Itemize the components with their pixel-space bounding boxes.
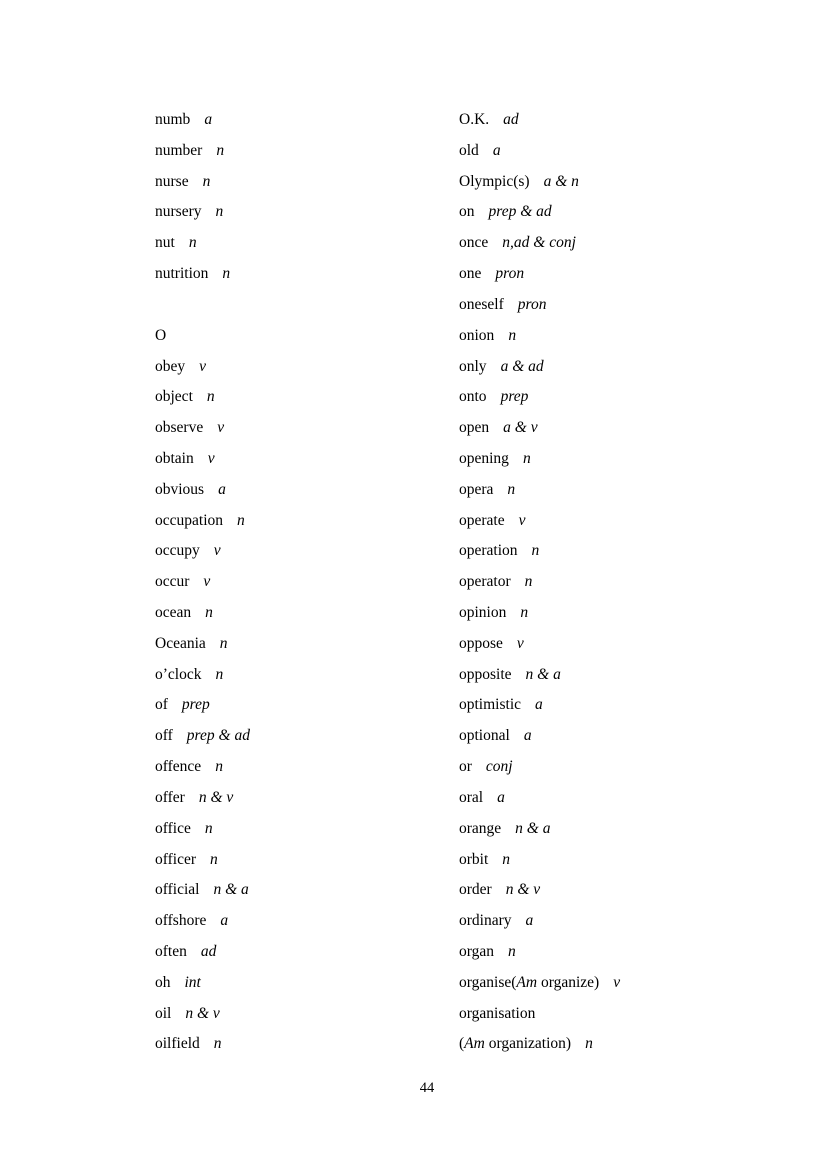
part-of-speech-label: n	[520, 604, 529, 621]
word-text: observe	[155, 419, 204, 437]
word-entry	[155, 660, 459, 691]
word-entry	[459, 382, 826, 413]
word-entry	[155, 598, 459, 629]
word-text: old	[459, 141, 479, 159]
word-entry	[459, 475, 826, 506]
part-of-speech-label: a	[492, 141, 501, 159]
word-entry	[155, 167, 459, 198]
word-text: obvious	[155, 480, 205, 498]
word-entry	[459, 845, 826, 876]
part-of-speech-label: a	[218, 480, 226, 498]
part-of-speech-label: n	[204, 819, 213, 837]
word-entry	[459, 629, 826, 660]
part-of-speech-label: n	[524, 573, 533, 591]
part-of-speech-label: a	[523, 727, 532, 745]
word-text: O	[155, 326, 167, 344]
part-of-speech-label: a & n	[543, 172, 579, 190]
word-text: often	[155, 942, 187, 960]
part-of-speech-label: n	[585, 1035, 593, 1053]
word-text: operator	[459, 573, 511, 591]
word-text: operation	[459, 542, 518, 560]
part-of-speech-label: prep & ad	[488, 203, 552, 221]
part-of-speech-label: v	[213, 542, 221, 560]
word-entry	[459, 783, 826, 814]
part-of-speech-label: a & ad	[500, 357, 544, 375]
word-text: numb	[155, 111, 191, 128]
word-text: Oceania	[155, 634, 206, 652]
word-entry	[155, 382, 459, 413]
part-of-speech-label: ad	[200, 942, 217, 960]
word-text: office	[155, 819, 191, 837]
word-entry	[459, 906, 826, 937]
word-text: (Am organization)	[459, 1035, 572, 1053]
word-text: one	[459, 265, 482, 283]
word-entry	[155, 629, 459, 660]
part-of-speech-label: n & v	[505, 881, 541, 899]
word-text: officer	[155, 850, 197, 868]
word-list-column-right	[459, 105, 826, 1060]
part-of-speech-label: v	[518, 511, 526, 529]
word-text: on	[459, 203, 475, 221]
word-entry	[155, 1029, 459, 1060]
part-of-speech-label: n	[206, 388, 215, 406]
part-of-speech-label: n & a	[213, 881, 249, 899]
word-text: oneself	[459, 295, 504, 313]
part-of-speech-label: pron	[495, 265, 525, 283]
part-of-speech-label: n	[213, 1035, 222, 1053]
part-of-speech-label: n	[188, 234, 197, 252]
word-entry	[459, 999, 826, 1030]
word-text: orbit	[459, 850, 489, 868]
word-text: operate	[459, 511, 505, 529]
part-of-speech-label: pron	[517, 295, 547, 313]
word-entry	[459, 197, 826, 228]
word-text: of	[155, 696, 168, 714]
word-entry	[155, 197, 459, 228]
word-entry	[155, 752, 459, 783]
word-text: opening	[459, 449, 509, 467]
word-text: off	[155, 727, 173, 745]
word-entry	[459, 875, 826, 906]
part-of-speech-label: n	[205, 604, 213, 621]
word-text: optional	[459, 727, 510, 745]
word-entry	[459, 506, 826, 537]
word-entry	[155, 968, 459, 999]
word-text: organise(Am organize)	[459, 973, 600, 991]
word-text: oh	[155, 973, 171, 991]
word-text: obtain	[155, 449, 194, 467]
word-entry	[155, 999, 459, 1030]
word-text: only	[459, 357, 487, 375]
page-number: 44	[419, 1080, 435, 1096]
word-entry	[155, 906, 459, 937]
part-of-speech-label: n	[215, 758, 223, 776]
word-text: onion	[459, 326, 495, 344]
word-entry	[459, 660, 826, 691]
word-text: nursery	[155, 203, 202, 221]
word-text: opera	[459, 480, 494, 498]
part-of-speech-label: ad	[503, 111, 519, 128]
word-text: offer	[155, 788, 185, 806]
word-text: number	[155, 141, 203, 159]
word-entry	[155, 783, 459, 814]
part-of-speech-label: v	[516, 634, 524, 652]
part-of-speech-label: n	[508, 942, 516, 960]
part-of-speech-label: n	[210, 850, 218, 868]
word-list-column-left	[155, 105, 459, 1060]
part-of-speech-label: n & a	[515, 819, 551, 837]
word-text: once	[459, 234, 489, 252]
word-entry	[459, 567, 826, 598]
blank-line	[155, 290, 459, 321]
word-text: offence	[155, 758, 202, 776]
word-text: offshore	[155, 912, 207, 930]
word-entry	[155, 136, 459, 167]
part-of-speech-label: a	[535, 696, 543, 714]
word-text: official	[155, 881, 200, 899]
word-entry	[459, 690, 826, 721]
word-entry	[459, 105, 826, 136]
word-text: ocean	[155, 604, 192, 621]
part-of-speech-label: n	[202, 172, 211, 190]
word-entry	[155, 937, 459, 968]
word-text: oilfield	[155, 1035, 200, 1053]
word-entry	[459, 752, 826, 783]
word-entry	[459, 136, 826, 167]
word-text: onto	[459, 388, 487, 406]
word-entry	[459, 321, 826, 352]
word-text: occupation	[155, 511, 224, 529]
word-text: O.K.	[459, 111, 490, 128]
word-text: obey	[155, 357, 186, 375]
part-of-speech-label: n	[502, 850, 511, 868]
part-of-speech-label: int	[184, 973, 201, 991]
word-entry	[155, 413, 459, 444]
word-entry	[459, 259, 826, 290]
part-of-speech-label: a & v	[503, 419, 538, 437]
word-text: opposite	[459, 665, 512, 683]
part-of-speech-label: n	[216, 141, 225, 159]
part-of-speech-label: prep	[181, 696, 210, 714]
part-of-speech-label: n	[219, 634, 228, 652]
word-entry	[459, 968, 826, 999]
part-of-speech-label: n & a	[525, 665, 561, 683]
part-of-speech-label: v	[207, 449, 215, 467]
part-of-speech-label: prep	[500, 388, 529, 406]
word-text: ordinary	[459, 912, 512, 930]
word-entry	[155, 721, 459, 752]
part-of-speech-label: n	[507, 480, 516, 498]
part-of-speech-label: a	[204, 111, 213, 128]
word-entry	[459, 721, 826, 752]
part-of-speech-label: n & v	[185, 1004, 220, 1022]
word-entry	[459, 814, 826, 845]
word-text: nutrition	[155, 265, 209, 283]
part-of-speech-label: n	[215, 203, 224, 221]
word-entry	[459, 290, 826, 321]
word-entry	[155, 690, 459, 721]
part-of-speech-label: n	[222, 265, 231, 283]
part-of-speech-label: v	[199, 357, 207, 375]
word-text: organ	[459, 942, 495, 960]
word-entry	[459, 444, 826, 475]
word-list	[155, 105, 826, 1060]
word-text: object	[155, 388, 193, 406]
word-text: occur	[155, 573, 190, 591]
word-entry	[155, 567, 459, 598]
word-text: orange	[459, 819, 502, 837]
word-text: open	[459, 419, 490, 437]
word-text: opinion	[459, 604, 507, 621]
part-of-speech-label: v	[217, 419, 225, 437]
word-entry	[155, 875, 459, 906]
part-of-speech-label: a	[497, 788, 505, 806]
word-entry	[155, 352, 459, 383]
word-text: order	[459, 881, 492, 899]
word-text: organisation	[459, 1004, 536, 1022]
word-entry	[155, 444, 459, 475]
part-of-speech-label: v	[203, 573, 211, 591]
part-of-speech-label: n	[531, 542, 540, 560]
word-text: nurse	[155, 172, 189, 190]
part-of-speech-label: conj	[485, 758, 513, 776]
word-text: Olympic(s)	[459, 172, 530, 190]
word-text: nut	[155, 234, 175, 252]
word-entry	[459, 167, 826, 198]
word-entry	[155, 506, 459, 537]
word-entry	[459, 937, 826, 968]
part-of-speech-label: n	[237, 511, 245, 529]
section-letter	[155, 321, 459, 352]
part-of-speech-label: n	[522, 449, 531, 467]
word-text: oral	[459, 788, 484, 806]
word-entry	[459, 228, 826, 259]
part-of-speech-label: v	[613, 973, 621, 991]
word-entry	[459, 598, 826, 629]
word-entry	[155, 814, 459, 845]
word-entry	[155, 105, 459, 136]
word-entry	[459, 413, 826, 444]
part-of-speech-label: a	[220, 912, 229, 930]
word-text: occupy	[155, 542, 200, 560]
word-entry	[155, 228, 459, 259]
part-of-speech-label: a	[525, 912, 534, 930]
word-text: o’clock	[155, 665, 202, 683]
word-text: or	[459, 758, 472, 776]
word-entry	[155, 845, 459, 876]
word-text: optimistic	[459, 696, 521, 714]
part-of-speech-label: n & v	[198, 788, 234, 806]
part-of-speech-label: prep & ad	[186, 727, 250, 745]
word-entry	[155, 475, 459, 506]
word-entry	[459, 536, 826, 567]
word-entry	[155, 259, 459, 290]
word-entry	[459, 1029, 826, 1060]
word-text: oppose	[459, 634, 503, 652]
word-entry	[155, 536, 459, 567]
word-entry	[459, 352, 826, 383]
part-of-speech-label: n	[508, 326, 517, 344]
part-of-speech-label: n	[215, 665, 224, 683]
part-of-speech-label: n,ad & conj	[502, 234, 576, 252]
word-text: oil	[155, 1004, 172, 1022]
